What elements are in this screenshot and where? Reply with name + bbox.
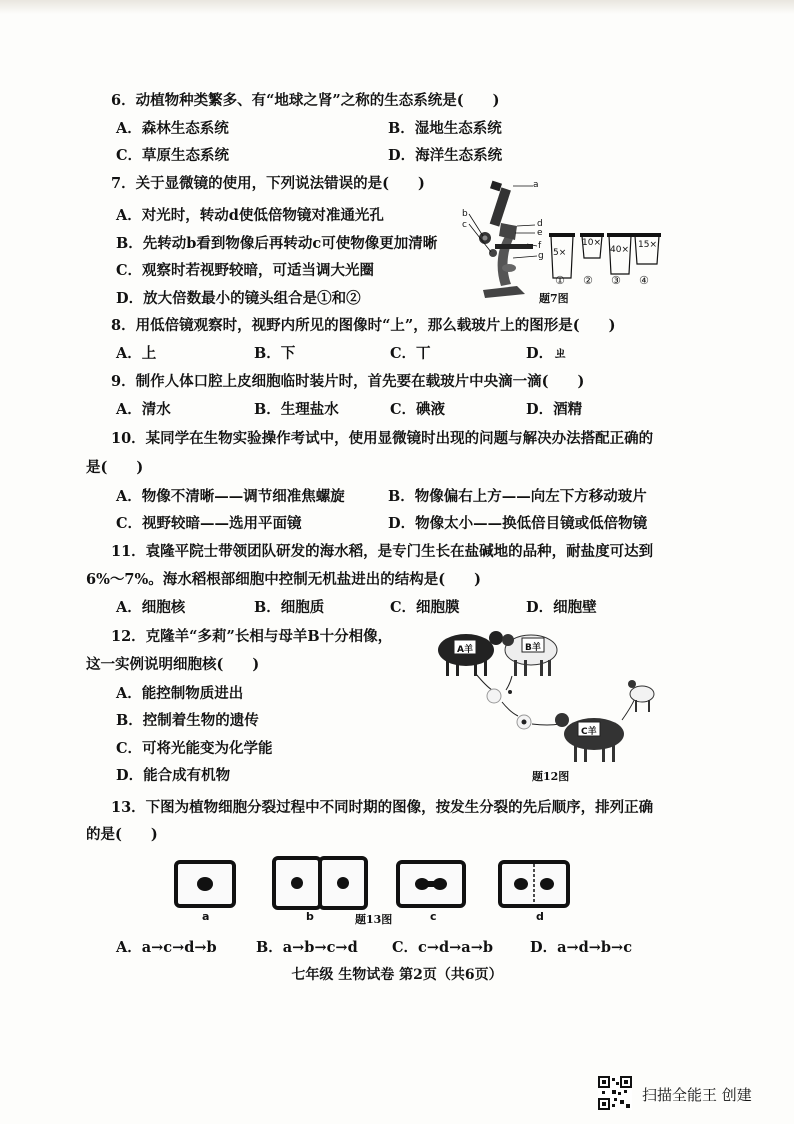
q7-label-d: d	[537, 219, 543, 229]
q13-figure-caption: 题13图	[355, 913, 393, 926]
q9-option-a: A．清水	[116, 401, 171, 418]
q13-cell-division-figure	[170, 856, 590, 914]
q9-option-d: D．酒精	[526, 401, 583, 418]
q10-option-d: D．物像太小——换低倍目镜或低倍物镜	[388, 515, 648, 532]
q13-label-d: d	[536, 910, 544, 923]
q8-stem: 8．用低倍镜观察时，视野内所见的图像时“上”，那么载玻片上的图形是( )	[111, 317, 616, 334]
q11-option-a: A．细胞核	[116, 599, 186, 616]
q12-option-d: D．能合成有机物	[116, 767, 231, 784]
q9-stem: 9．制作人体口腔上皮细胞临时装片时，首先要在载玻片中央滴一滴( )	[111, 373, 585, 390]
q6-option-b: B．湿地生态系统	[388, 120, 502, 137]
q7-lens-2-number: ②	[583, 274, 593, 287]
q7-lens-4-mag: 15×	[638, 240, 657, 250]
q12-stem-line2: 这一实例说明细胞核( )	[86, 656, 260, 673]
q13-stem-line2: 的是( )	[86, 826, 158, 843]
q7-label-c: c	[462, 220, 467, 230]
q7-label-e: e	[537, 228, 543, 238]
q10-option-a: A．物像不清晰——调节细准焦螺旋	[116, 488, 345, 505]
q7-option-c: C．观察时若视野较暗，可适当调大光圈	[116, 262, 375, 279]
q12-figure-caption: 题12图	[532, 770, 570, 783]
q12-stem-line1: 12．克隆羊“多莉”长相与母羊B十分相像，	[111, 628, 393, 645]
q13-label-c: c	[430, 910, 437, 923]
q6-option-c: C．草原生态系统	[116, 147, 230, 164]
q12-sheep-a-label: A羊	[457, 645, 473, 655]
q7-label-b: b	[462, 209, 468, 219]
q7-lens-3-number: ③	[611, 274, 621, 287]
q7-label-a: a	[533, 180, 539, 190]
q13-label-b: b	[306, 910, 314, 923]
q9-option-c: C．碘液	[390, 401, 446, 418]
q11-stem-line1: 11．袁隆平院士带领团队研发的海水稻，是专门生长在盐碱地的品种，耐盐度可达到	[111, 543, 654, 560]
q7-label-f: f	[538, 241, 542, 251]
page-footer: 七年级 生物试卷 第2页（共6页）	[291, 967, 503, 983]
q7-option-d: D．放大倍数最小的镜头组合是①和②	[116, 290, 361, 307]
q10-stem-line2: 是( )	[86, 459, 144, 476]
scan-top-edge	[0, 0, 794, 14]
q13-stem-line1: 13．下图为植物细胞分裂过程中不同时期的图像，按发生分裂的先后顺序，排列正确	[111, 799, 654, 816]
q7-figure-caption: 题7图	[539, 292, 569, 305]
q10-stem-line1: 10．某同学在生物实验操作考试中，使用显微镜时出现的问题与解决办法搭配正确的	[111, 430, 654, 447]
q7-stem: 7．关于显微镜的使用，下列说法错误的是( )	[111, 175, 425, 192]
q7-label-g: g	[538, 251, 544, 261]
q7-lens-4-number: ④	[639, 274, 649, 287]
q6-option-d: D．海洋生态系统	[388, 147, 503, 164]
q8-option-d: D．ㄓ	[526, 345, 568, 362]
qr-code-icon	[598, 1076, 632, 1110]
q10-option-b: B．物像偏右上方——向左下方移动玻片	[388, 488, 647, 505]
q6-stem: 6．动植物种类繁多、有“地球之肾”之称的生态系统是( )	[111, 92, 500, 109]
q7-option-b: B．先转动b看到物像后再转动c可使物像更加清晰	[116, 235, 438, 252]
q12-option-a: A．能控制物质进出	[116, 685, 244, 702]
q13-option-c: C．c→d→a→b	[392, 939, 493, 956]
q13-option-b: B．a→b→c→d	[256, 939, 358, 956]
q11-stem-line2: 6%～7%。海水稻根部细胞中控制无机盐进出的结构是( )	[86, 571, 481, 588]
q7-lens-3-mag: 40×	[610, 245, 629, 255]
q12-sheep-b-label: B羊	[525, 643, 541, 653]
q13-label-a: a	[202, 910, 210, 923]
q6-option-a: A．森林生态系统	[116, 120, 229, 137]
q12-sheep-c-label: C羊	[581, 727, 597, 737]
q7-lens-2-mag: 10×	[582, 238, 601, 248]
q7-lens-1-mag: 5×	[553, 248, 567, 258]
q11-option-d: D．细胞壁	[526, 599, 597, 616]
scanner-watermark: 扫描全能王 创建	[642, 1086, 752, 1104]
q8-option-a: A．上	[116, 345, 157, 362]
q10-option-c: C．视野较暗——选用平面镜	[116, 515, 302, 532]
q11-option-b: B．细胞质	[254, 599, 325, 616]
q13-option-d: D．a→d→b→c	[530, 939, 633, 956]
q7-option-a: A．对光时，转动d使低倍物镜对准通光孔	[116, 207, 384, 224]
q7-lens-1-number: ①	[555, 274, 565, 287]
q9-option-b: B．生理盐水	[254, 401, 339, 418]
q12-option-b: B．控制着生物的遗传	[116, 712, 259, 729]
q12-option-c: C．可将光能变为化学能	[116, 740, 273, 757]
q11-option-c: C．细胞膜	[390, 599, 460, 616]
q13-option-a: A．a→c→d→b	[116, 939, 217, 956]
q8-option-c: C．丅	[390, 345, 431, 362]
q8-option-b: B．下	[254, 345, 296, 362]
